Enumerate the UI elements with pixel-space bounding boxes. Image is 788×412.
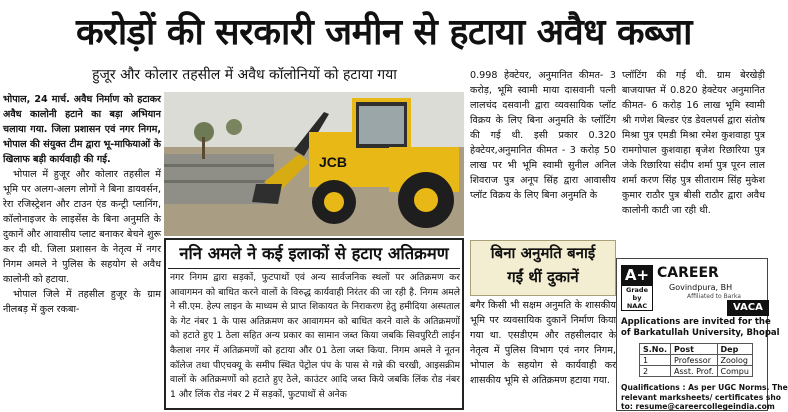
ad-vacancy-tag: VACA xyxy=(727,300,769,316)
ad-posts-table xyxy=(639,343,753,377)
article-column-3: 0.998 हेक्टेयर, अनुमानित कीमत- 3 करोड़, भूमि स्वामी माया दासवानी पत्नी लालचंद दसवानी द्वारा व्यवसायिक प्लॉट विक्रय के लिए बिना अनुमति के प्लॉटिंग की गई थी. इसी प्रकार 0.320 हेक्टेयर,अनुमानित कीमत - 3 करोड़ 50 लाख पर भी भूमि स्वामी सुनील अनिल शिवराज पुत्र अनूप सिंह द्वारा आवासीय प्लॉट विक्रय के लिए बिना अनुमति के xyxy=(470,70,616,201)
article-column-3b: बगैर किसी भी सक्षम अनुमति के शासकीय भूमि पर व्यवसायिक दुकानें निर्माण किया गया था. एसडीएम और तहसीलदार के नेतृत्व में पुलिस विभाग एवं नगर निगम, भोपाल के सहयोग से कार्यवाही कर शासकीय भूमि से अतिक्रमण हटाया गया. xyxy=(470,300,616,386)
article-column-1 xyxy=(3,92,161,408)
body-paragraph: भोपाल में हुजूर और कोलार तहसील में भूमि पर अलग-अलग लोगों ने बिना डायवर्सन, रेरा रजिस्ट्रेशन और टाउन एंड कन्ट्री प्लानिंग, कॉलोनाइजर के लाइसेंस के बिना अनुमति के दुकानें और आवासीय प्लाट बनाकर बेचने शुरू कर दी थी. जिला प्रशासन के नेतृत्व में नगर निगम अमले ने पुलिस के सहयोग से अवैध कालोनी को हटाया. xyxy=(3,169,161,285)
table-row: 2 Asst. Prof. Compu xyxy=(640,366,753,377)
article-column-4: प्लॉटिंग की गई थी. ग्राम बेरखेड़ी बाजयाफ्त में 0.820 हेक्टेयर अनुमानित कीमत- 6 करोड़ 16 लाख भूमि स्वामी श्री गणेश बिल्डर एंड डेवलपर्स द्वारा संतोष मिश्रा पुत्र एमडी मिश्रा रमेश कुशवाहा पुत्र रामगोपाल कुशवाहा बृजेश रिछारिया पुत्र जेके रिछारिया संदीप शर्मा पुत्र पूरन लाल शर्मा करण सिंह पुत्र सीताराम सिंह मुकेश कुमार राठौर पुत्र बीसी राठौर द्वारा अवैध कालोनी काटी जा रही थी. xyxy=(622,70,765,216)
news-photo xyxy=(164,92,464,236)
table-header-row: S.No. Post Dep xyxy=(640,344,753,355)
bulldozer-photo xyxy=(164,92,464,236)
subheadline: हुजूर और कोलार तहसील में अवैध कॉलोनियों को हटाया गया xyxy=(92,67,397,83)
body-paragraph: भोपाल जिले में तहसील हुजूर के ग्राम नीलबड़ में कुल रकबा- xyxy=(3,289,161,315)
career-college-ad xyxy=(616,258,788,411)
naac-grade-logo: A+ Grade by NAAC xyxy=(621,265,653,295)
ad-brand: CAREER xyxy=(657,265,719,281)
ad-location: Govindpura, BH xyxy=(669,283,733,292)
ad-affiliation: Affiliated to Barka xyxy=(687,293,741,300)
ad-invite: Applications are invited for the of Barkatullah University, Bhopal xyxy=(621,317,780,338)
headline: करोड़ों की सरकारी जमीन से हटाया अवैध कब्जा xyxy=(75,12,692,53)
sub-heading-line: बिना अनुमति बनाई xyxy=(490,244,596,262)
sub-heading-box xyxy=(470,240,616,296)
lead-paragraph: भोपाल, 24 मार्च. अवैध निर्माण को हटाकर अवैध कालोनी हटाने का बड़ा अभियान चलाया गया. जिला प्रशासन एवं नगर निगम, भोपाल की संयुक्त टीम द्वारा भू-माफियाओं के खिलाफ बड़ी कार्यवाही की गई. xyxy=(3,94,161,165)
vehicle-label: JCB xyxy=(319,154,348,170)
table-row: 1 Professor Zoolog xyxy=(640,355,753,366)
ad-qualifications: Qualifications : As per UGC Norms. The relevant marksheets/ certificates sho to: resume@careercollegeindia.com xyxy=(621,383,788,411)
box-title: ननि अमले ने कई इलाकों से हटाए अतिक्रमण xyxy=(168,240,460,269)
sidebar-box-encroachment xyxy=(164,238,464,410)
box-text: नगर निगम द्वारा सड़कों, फुटपाथों एवं अन्य सार्वजनिक स्थलों पर अतिक्रमण कर आवागमन को बाधित करने वालों के विरुद्ध कार्यवाही निरंतर की जा रही है. निगम अमले ने सी.एम. हेल्प लाइन के माध्यम से प्राप्त शिकायत के निराकरण हेतु हमीदिया अस्पताल के गेट नंबर 1 के पास अतिक्रमण कर आवागमन को बाधित करने वाले के अतिक्रमणों को हटाते हुए 1 ठेला सहित अन्य प्रकार का सामान जब्त किया जबकि सिवपुरिटी लाईन कैलाश नगर में अतिक्रमणों को हटाया और 01 ठेला जब्त किया. निगम अमले ने नूतन कॉलेज तथा पीएचक्यू के समीप स्थित पेट्रोल पंप के पास से गन्ने की चरखी, आइसक्रीम वालों के अतिक्रमणों को हटाते हुए ठेले, काउंटर आदि जब्त किये जबकि लिंक रोड नंबर 1 और लिंक रोड नंबर 2 में सड़कों, फुटपाथों से अनेक xyxy=(170,272,460,400)
sub-heading-line: गईं थीं दुकानें xyxy=(507,268,579,286)
